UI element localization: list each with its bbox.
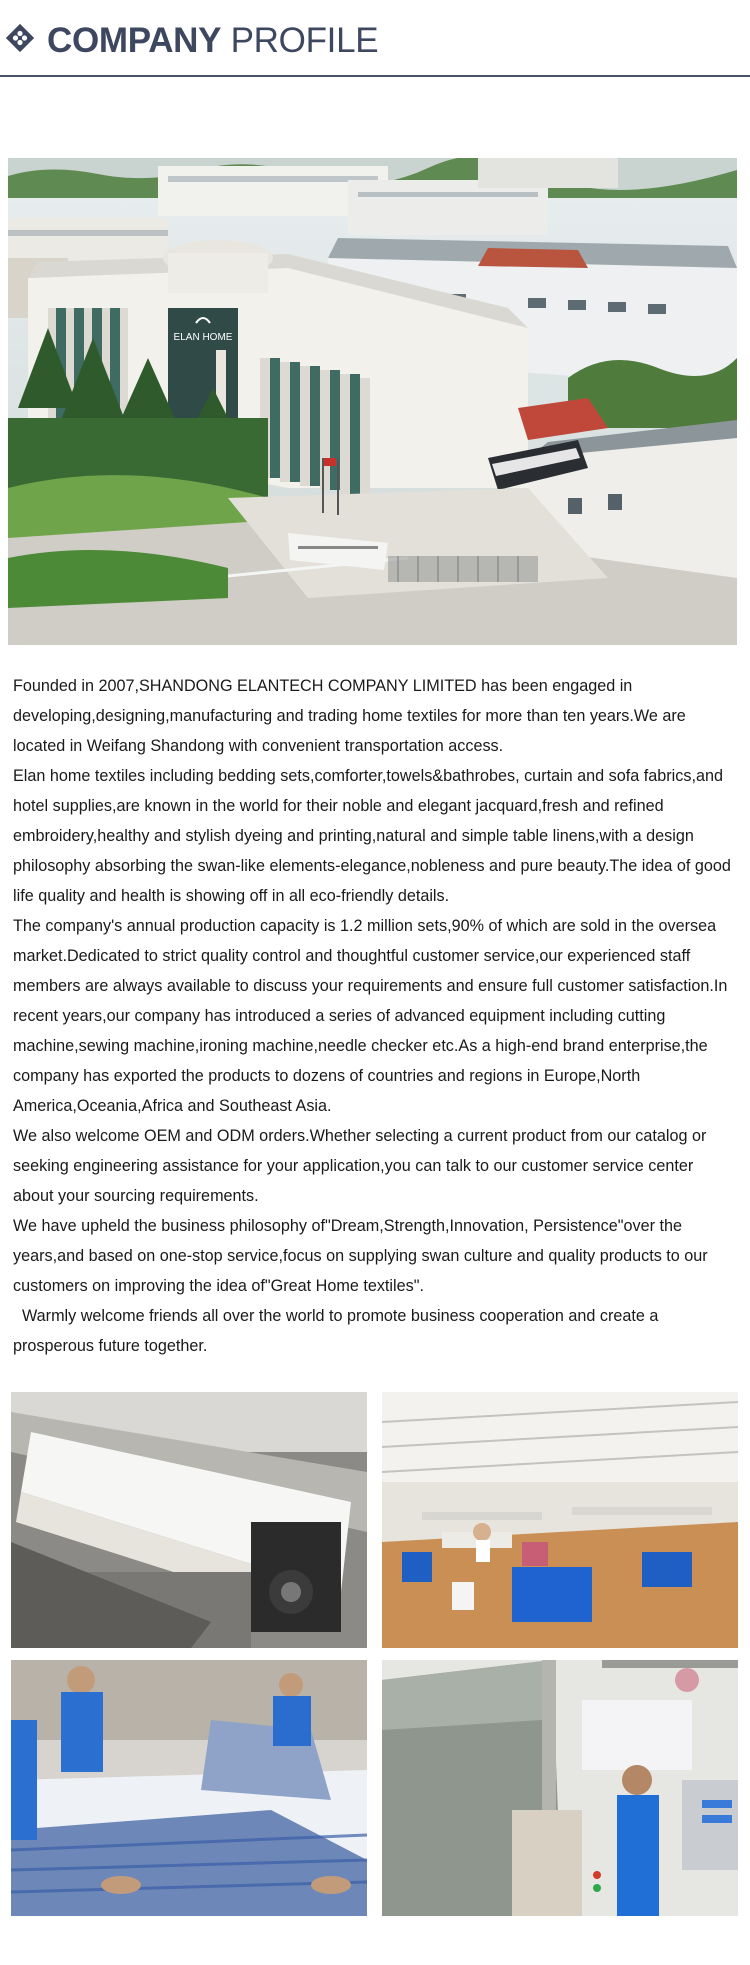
- page-header: [0, 0, 750, 78]
- title-light: PROFILE: [230, 21, 379, 60]
- paragraph-philosophy: We have upheld the business philosophy of"Dream,Strength,Innovation, Persistence"over the years,and based on one-stop service,focus on supplying swan culture and quality products to our customers on improving the idea of"Great Home textiles".: [13, 1217, 708, 1295]
- title-bold: COMPANY: [47, 21, 222, 60]
- paragraph-founded: Founded in 2007,SHANDONG ELANTECH COMPANY LIMITED has been engaged in developing,designing,manufacturing and trading home textiles for more than ten years.We are located in Weifang Shandong with convenient transportation access.: [13, 677, 686, 755]
- sewing-workshop-photo: [382, 1392, 738, 1648]
- folding-textiles-photo: [11, 1660, 367, 1916]
- hero-sign-text: ELAN HOME: [173, 332, 233, 343]
- paragraph-welcome: Warmly welcome friends all over the world to promote business cooperation and create a prosperous future together.: [13, 1307, 663, 1355]
- page-title: [47, 20, 378, 62]
- paragraph-products: Elan home textiles including bedding sets,comforter,towels&bathrobes, curtain and sofa fabrics,and hotel supplies,are known in the world for their noble and elegant jacquard,fresh and refined embroidery,healthy and stylish dyeing and printing,natural and simple table linens,with a design philosophy absorbing the swan-like elements-elegance,nobleness and pure beauty.The idea of good life quality and health is showing off in all eco-friendly details.: [13, 767, 731, 905]
- header-divider: [0, 75, 750, 77]
- company-description: [13, 671, 738, 1361]
- paragraph-capacity: The company's annual production capacity is 1.2 million sets,90% of which are sold in the oversea market.Dedicated to strict quality control and thoughtful customer service,our experienced staff members are always available to discuss your requirements and ensure full customer satisfaction.In recent years,our company has introduced a series of advanced equipment including cutting machine,sewing machine,ironing machine,needle checker etc.As a high-end brand enterprise,the company has exported the products to dozens of countries and regions in Europe,North America,Oceania,Africa and Southeast Asia.: [13, 917, 728, 1115]
- company-headquarters-photo: [8, 158, 737, 645]
- fabric-inspection-photo: [382, 1660, 738, 1916]
- diamond-flower-icon: [6, 24, 34, 52]
- paragraph-oem-odm: We also welcome OEM and ODM orders.Whether selecting a current product from our catalog or seeking engineering assistance for your application,you can talk to our customer service center about your sourcing requirements.: [13, 1127, 707, 1205]
- weaving-loom-photo: [11, 1392, 367, 1648]
